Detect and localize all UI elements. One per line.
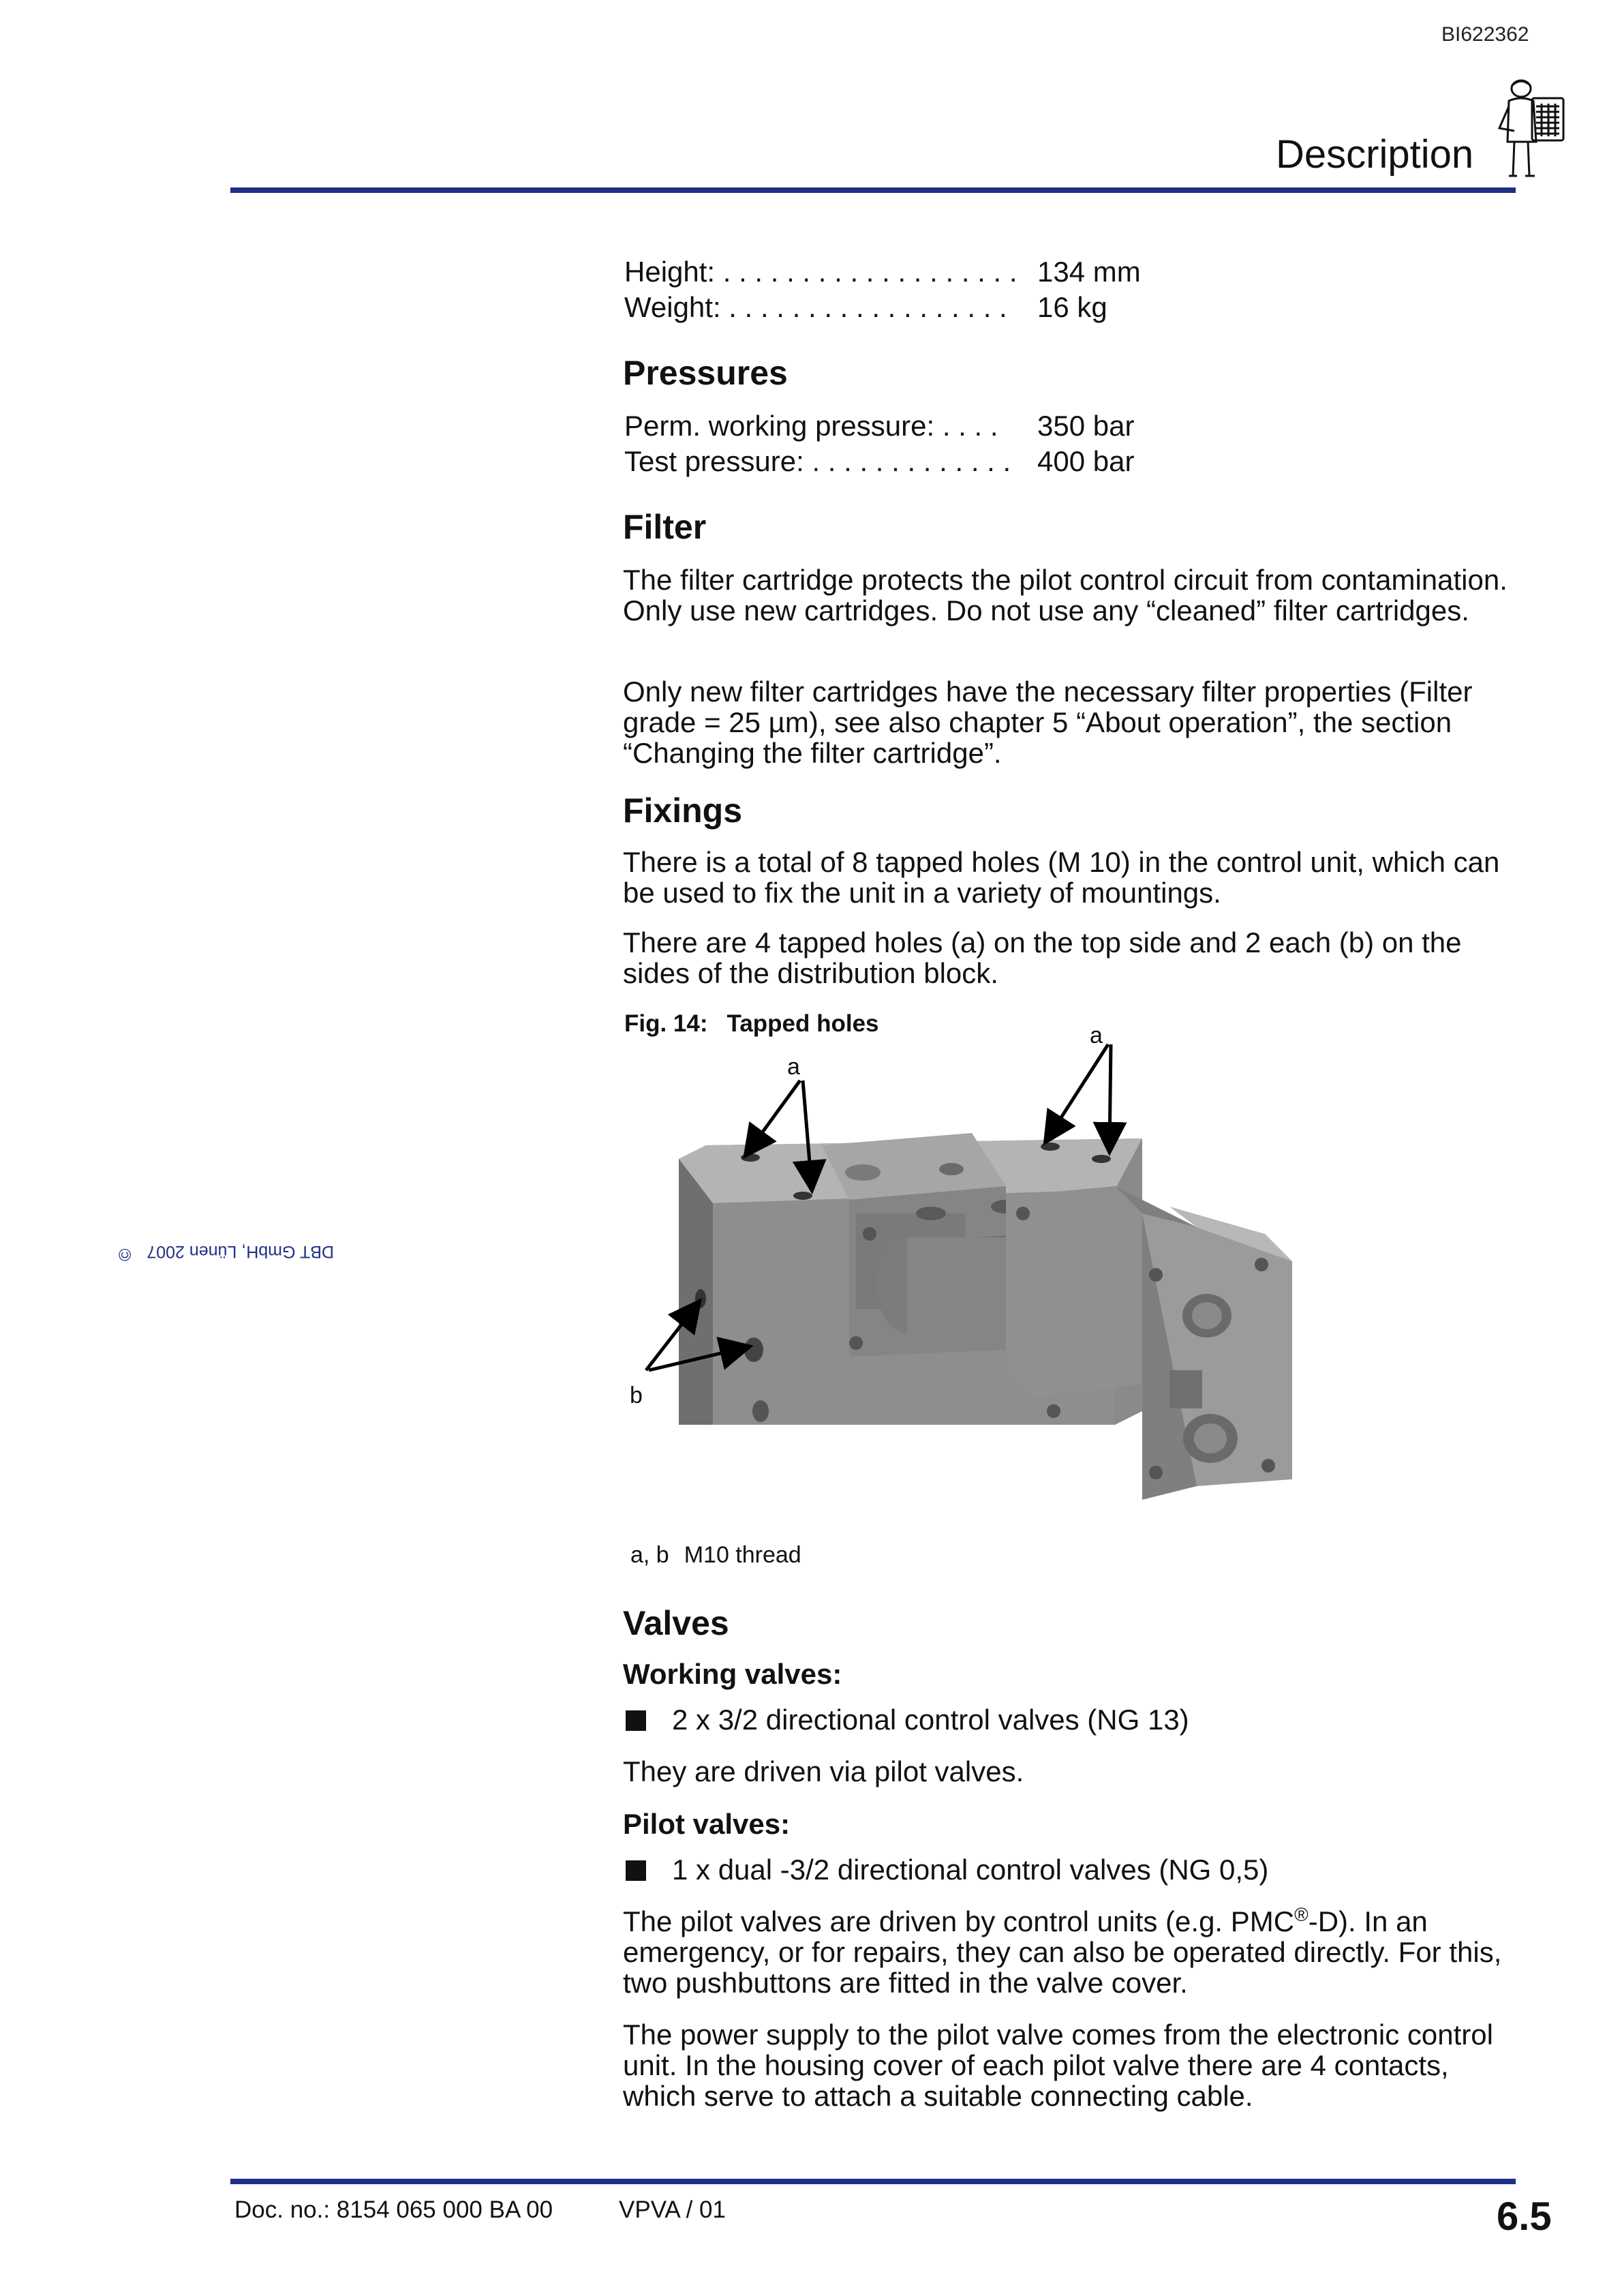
copyright-notice: DBT GmbH, Lünen 2007 © [116, 1242, 334, 1261]
callout-label-a-right: a [1090, 1023, 1103, 1048]
figure-number: Fig. 14: [624, 1010, 708, 1037]
pilot-valves-paragraph-1: The pilot valves are driven by control units (e.g. PMC®-D). In an emergency, or for repairs, they can also be operated directly. For this, two pushbuttons are fitted in the valve cover. [623, 1904, 1502, 1999]
legend-text: M10 thread [684, 1542, 801, 1568]
working-valves-bullet: 2 x 3/2 directional control valves (NG 13) [626, 1704, 1189, 1736]
page-number: 6.5 [1497, 2194, 1552, 2239]
callout-label-b: b [630, 1383, 643, 1408]
figure-title: Tapped holes [726, 1010, 879, 1037]
header-rule [230, 187, 1516, 193]
technician-with-clipboard-icon [1494, 74, 1574, 183]
bullet-square-icon [626, 1710, 646, 1731]
fixings-paragraph-1: There is a total of 8 tapped holes (M 10) in the control unit, which can be used to fix the unit in a variety of mountings. [623, 846, 1500, 909]
fixings-heading: Fixings [623, 791, 743, 830]
footer-rule [230, 2179, 1516, 2184]
filter-heading: Filter [623, 508, 707, 546]
working-valves-heading: Working valves: [623, 1658, 842, 1690]
footer-doc-number: Doc. no.: 8154 065 000 BA 00 [234, 2196, 553, 2223]
working-valves-note: They are driven via pilot valves. [623, 1755, 1024, 1787]
filter-paragraph-2: Only new filter cartridges have the necessary filter properties (Filter grade = 25 µm), see also chapter 5 “About operation”, the section “Changing the filter cartridge”. [623, 676, 1473, 769]
pressures-heading: Pressures [623, 354, 788, 392]
callout-label-a-left: a [787, 1054, 800, 1080]
valves-heading: Valves [623, 1604, 729, 1642]
pilot-valves-heading: Pilot valves: [623, 1808, 791, 1840]
tapped-holes-figure [624, 1029, 1333, 1534]
spec-row-weight: Weight: . . . . . . . . . . . . . . . . . . 16 kg [624, 291, 1107, 323]
dimension-specs [624, 256, 1517, 323]
pilot-valves-paragraph-2: The power supply to the pilot valve comes from the electronic control unit. In the housing cover of each pilot valve there are 4 contacts, which serve to attach a suitable connecting cable. [623, 2019, 1493, 2112]
pilot-valves-bullet: 1 x dual -3/2 directional control valves (NG 0,5) [626, 1854, 1268, 1886]
document-id: BI622362 [1441, 23, 1529, 46]
legend-key: a, b [630, 1542, 669, 1568]
spec-row-working-pressure: Perm. working pressure: . . . . 350 bar [624, 410, 1135, 442]
section-title: Description [1276, 132, 1474, 177]
figure-legend [630, 1542, 801, 1569]
pressure-specs [624, 410, 1517, 477]
spec-row-height: Height: . . . . . . . . . . . . . . . . . . . 134 mm [624, 256, 1141, 288]
filter-paragraph-1: The filter cartridge protects the pilot control circuit from contamination. Only use new cartridges. Do not use any “cleaned” filter cartridges. [623, 564, 1508, 626]
spec-row-test-pressure: Test pressure: . . . . . . . . . . . . . 400 bar [624, 445, 1135, 477]
fixings-paragraph-2: There are 4 tapped holes (a) on the top side and 2 each (b) on the sides of the distribution block. [623, 926, 1462, 989]
bullet-square-icon [626, 1860, 646, 1881]
control-unit-illustration [679, 1133, 1292, 1500]
footer-version: VPVA / 01 [619, 2196, 726, 2223]
